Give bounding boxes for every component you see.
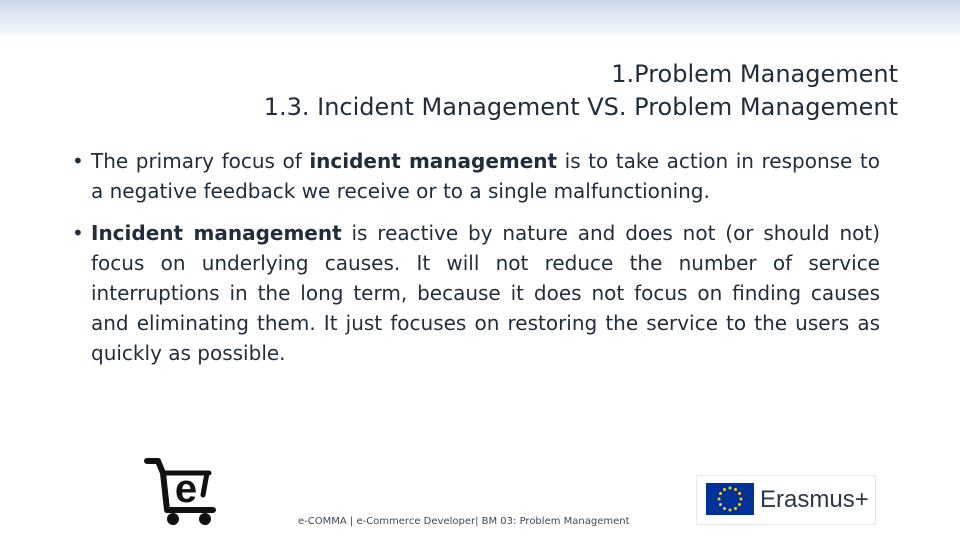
slide-title: [78, 58, 898, 124]
eu-flag-icon: [706, 483, 754, 515]
bullet-list: [72, 146, 880, 380]
bullet-text: The primary focus of: [91, 149, 310, 173]
bullet-text: is to take action in response to a negative feedback we receive or to a single malfunctioning.: [91, 149, 880, 203]
bullet-bold-term: Incident management: [91, 221, 342, 245]
bullet-item: [72, 146, 880, 206]
footer-text: e-COMMA | e-Commerce Developer| BM 03: Problem Management: [298, 516, 630, 527]
top-gradient-band: [0, 0, 960, 40]
title-line-2: 1.3. Incident Management VS. Problem Management: [263, 93, 898, 121]
bullet-bold-term: incident management: [309, 149, 558, 173]
bullet-text: is reactive by nature and does not (or should not) focus on underlying causes. It will not reduce the number of service interruptions in the long term, because it does not focus on finding causes and eliminating them. It just focuses on restoring the service to the users as quickly as possible.: [91, 221, 881, 365]
e-commerce-cart-logo-icon: [141, 453, 227, 528]
bullet-dot: •: [72, 149, 84, 173]
erasmus-label: Erasmus+: [760, 486, 869, 513]
erasmus-logo: [696, 475, 876, 525]
svg-text:e: e: [174, 467, 198, 511]
ecomma-logo: [141, 453, 227, 528]
bullet-item: [72, 218, 880, 368]
title-line-1: 1.Problem Management: [611, 60, 898, 88]
bullet-dot: •: [72, 221, 84, 245]
